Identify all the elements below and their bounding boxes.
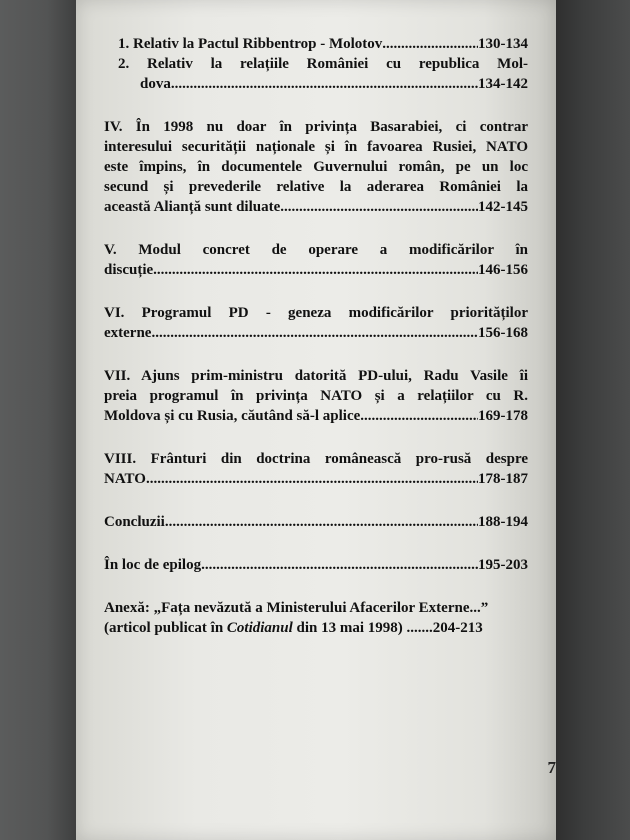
toc-entry-viii[interactable] <box>104 449 528 489</box>
toc-entry-text: este împins, în documentele Guvernului român, pe un loc <box>104 159 528 175</box>
toc-entry-iv[interactable] <box>104 117 528 217</box>
toc-entry-2[interactable] <box>104 54 528 94</box>
dot-leader <box>153 260 478 280</box>
toc-page-range: 156-168 <box>478 325 528 341</box>
toc-entry-text: VIII. Frânturi din doctrina românească pro-rusă despre <box>104 451 528 467</box>
background-right <box>554 0 630 840</box>
toc-page-range: 142-145 <box>478 199 528 215</box>
toc-page-range: 134-142 <box>478 76 528 92</box>
toc-page-range: 204-213 <box>432 620 483 636</box>
toc-entry-text: IV. În 1998 nu doar în privința Basarabiei, ci contrar <box>104 119 528 135</box>
toc-entry-text: discuție <box>104 262 154 278</box>
toc-entry-text: Moldova și cu Rusia, căutând să-l aplice <box>104 408 361 424</box>
table-of-contents <box>104 34 528 661</box>
dot-leader <box>146 469 478 489</box>
toc-entry-text: interesului securității naționale și în favoarea Rusiei, NATO <box>104 139 528 155</box>
toc-entry-text: VI. Programul PD - geneza modificărilor priorităților <box>104 305 528 321</box>
toc-page-range: 146-156 <box>478 262 528 278</box>
toc-entry-text: 2. Relativ la relațiile României cu republica Mol- <box>118 56 528 72</box>
toc-entry-text: VII. Ajuns prim-ministru datorită PD-ului, Radu Vasile îi <box>104 368 528 384</box>
dot-leader <box>382 34 478 54</box>
toc-entry-text: această Alianță sunt diluate <box>104 199 281 215</box>
toc-page-range: 130-134 <box>478 36 528 52</box>
annex-note-prefix: (articol publicat în <box>104 620 227 636</box>
toc-page-range: 188-194 <box>478 514 528 530</box>
toc-page-range: 195-203 <box>478 557 528 573</box>
toc-entry-text: V. Modul concret de operare a modificărilor în <box>104 242 528 258</box>
annex-label: Anexă: <box>104 600 150 616</box>
background-left <box>0 0 78 840</box>
dot-leader <box>280 197 478 217</box>
toc-entry-text: 1. Relativ la Pactul Ribbentrop - Molotov <box>118 36 383 52</box>
annex-newspaper-name: Cotidianul <box>226 620 293 636</box>
toc-entry-text: NATO <box>104 471 146 487</box>
toc-sub-section <box>104 34 528 94</box>
toc-entry-text: preia programul în privința NATO și a relațiilor cu R. <box>104 388 528 404</box>
toc-entry-epilog[interactable] <box>104 555 528 575</box>
toc-entry-v[interactable] <box>104 240 528 280</box>
dot-leader <box>165 512 478 532</box>
book-page <box>76 0 556 840</box>
dot-leader <box>201 555 478 575</box>
toc-entry-text: externe <box>104 325 152 341</box>
dot-leader <box>151 323 478 343</box>
dot-leader <box>360 406 478 426</box>
toc-entry-text: În loc de epilog <box>104 557 202 573</box>
toc-page-range: 178-187 <box>478 471 528 487</box>
toc-entry-annex[interactable] <box>104 598 528 638</box>
toc-entry-vi[interactable] <box>104 303 528 343</box>
dot-leader <box>171 74 478 94</box>
annex-title: „Fața nevăzută a Ministerului Afacerilor Externe...” <box>149 600 489 616</box>
toc-page-range: 169-178 <box>478 408 528 424</box>
toc-entry-text: dova <box>140 76 171 92</box>
toc-entry-text: Concluzii <box>104 514 165 530</box>
toc-entry-concluzii[interactable] <box>104 512 528 532</box>
annex-note-suffix: din 13 mai 1998) ....... <box>292 620 433 636</box>
page-number: 7 <box>547 758 556 777</box>
toc-entry-vii[interactable] <box>104 366 528 426</box>
toc-entry-1[interactable] <box>104 34 528 54</box>
toc-entry-text: secund și prevederile relative la aderarea României la <box>104 179 528 195</box>
